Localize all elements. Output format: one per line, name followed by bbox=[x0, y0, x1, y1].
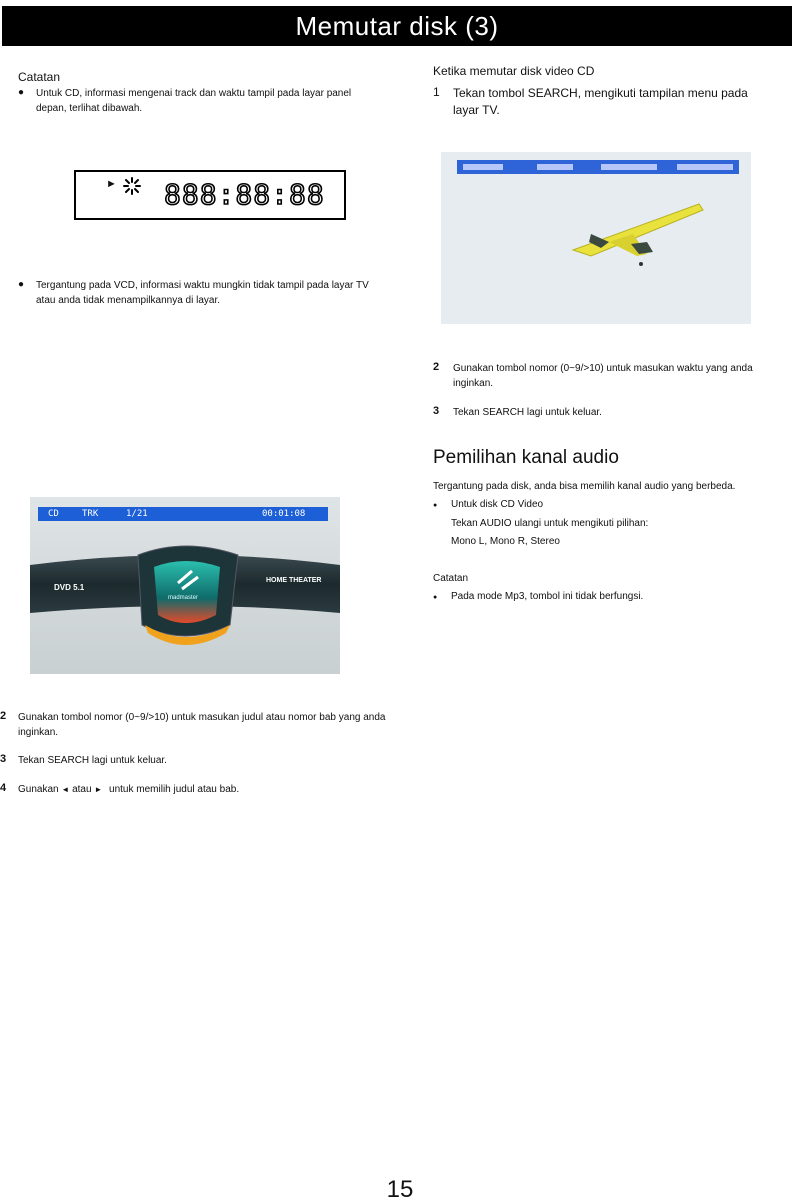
osd-time: 00:01:08 bbox=[262, 509, 306, 519]
left-arrow-icon: ◄ bbox=[61, 785, 70, 794]
page-header bbox=[2, 6, 792, 46]
audio-bullet-label: Untuk disk CD Video bbox=[451, 499, 544, 510]
vcd-screen-photo bbox=[441, 152, 751, 324]
vcd-heading: Ketika memutar disk video CD bbox=[433, 64, 595, 78]
page-title: Memutar disk (3) bbox=[295, 11, 499, 41]
panel-right-label: HOME THEATER bbox=[266, 577, 322, 584]
step-text: Tekan SEARCH lagi untuk keluar. bbox=[453, 407, 602, 418]
right-note-label: Catatan bbox=[433, 573, 469, 584]
osd-track-value: 1/21 bbox=[126, 509, 148, 519]
note-bullet-2 bbox=[18, 278, 378, 308]
step-text: Gunakan tombol nomor (0~9/>10) untuk masukan judul atau nomor bab yang anda inginkan. bbox=[18, 712, 386, 738]
panel-left-label: DVD 5.1 bbox=[54, 583, 85, 592]
lcd-panel bbox=[74, 170, 346, 220]
play-icon: ► bbox=[106, 178, 117, 190]
step-text-mid: atau bbox=[72, 784, 92, 795]
right-arrow-icon: ► bbox=[94, 785, 103, 794]
bullet-dot-icon: ● bbox=[18, 279, 25, 290]
note-label: Catatan bbox=[18, 70, 61, 84]
step-text: Gunakan tombol nomor (0~9/>10) untuk masukan waktu yang anda inginkan. bbox=[453, 363, 753, 389]
osd-disc-label: CD bbox=[48, 509, 59, 519]
audio-section-title: Pemilihan kanal audio bbox=[433, 447, 619, 468]
step-number: 2 bbox=[433, 361, 440, 373]
step-number: 4 bbox=[0, 782, 7, 794]
audio-bullet bbox=[433, 497, 793, 512]
step-text: Tekan SEARCH lagi untuk keluar. bbox=[18, 755, 167, 766]
disc-spin-icon bbox=[122, 176, 142, 196]
audio-options: Mono L, Mono R, Stereo bbox=[451, 536, 560, 547]
bullet-dot-icon: ● bbox=[18, 87, 25, 98]
note-bullet-2-text: Tergantung pada VCD, informasi waktu mungkin tidak tampil pada layar TV atau anda tidak menampilkannya di layar. bbox=[36, 280, 369, 306]
osd-photo bbox=[30, 497, 340, 674]
page-number: 15 bbox=[386, 1176, 414, 1203]
step-text-before: Gunakan bbox=[18, 784, 59, 795]
audio-intro: Tergantung pada disk, anda bisa memilih kanal audio yang berbeda. bbox=[433, 481, 736, 492]
step-number: 3 bbox=[433, 405, 440, 417]
step-number: 1 bbox=[433, 85, 440, 99]
step-text-after: untuk memilih judul atau bab. bbox=[109, 784, 240, 795]
audio-instruction: Tekan AUDIO ulangi untuk mengikuti pilihan: bbox=[451, 518, 649, 529]
step-text: Tekan tombol SEARCH, mengikuti tampilan menu pada layar TV. bbox=[453, 86, 748, 117]
lcd-digits: 888:88:88 bbox=[164, 178, 325, 211]
note-bullet-1-text: Untuk CD, informasi mengenai track dan waktu tampil pada layar panel depan, terlihat dibawah. bbox=[36, 88, 352, 114]
osd-track-label: TRK bbox=[82, 509, 99, 519]
step-number: 2 bbox=[0, 710, 7, 722]
right-note-bullet bbox=[433, 589, 793, 604]
bullet-dot-icon: ● bbox=[433, 502, 438, 509]
step-number: 3 bbox=[0, 753, 7, 765]
step-text bbox=[18, 782, 388, 797]
right-note-text: Pada mode Mp3, tombol ini tidak berfungsi. bbox=[451, 591, 644, 602]
note-bullet-1 bbox=[18, 86, 378, 116]
bullet-dot-icon: ● bbox=[433, 594, 438, 601]
panel-brand: madmaster bbox=[168, 595, 199, 601]
